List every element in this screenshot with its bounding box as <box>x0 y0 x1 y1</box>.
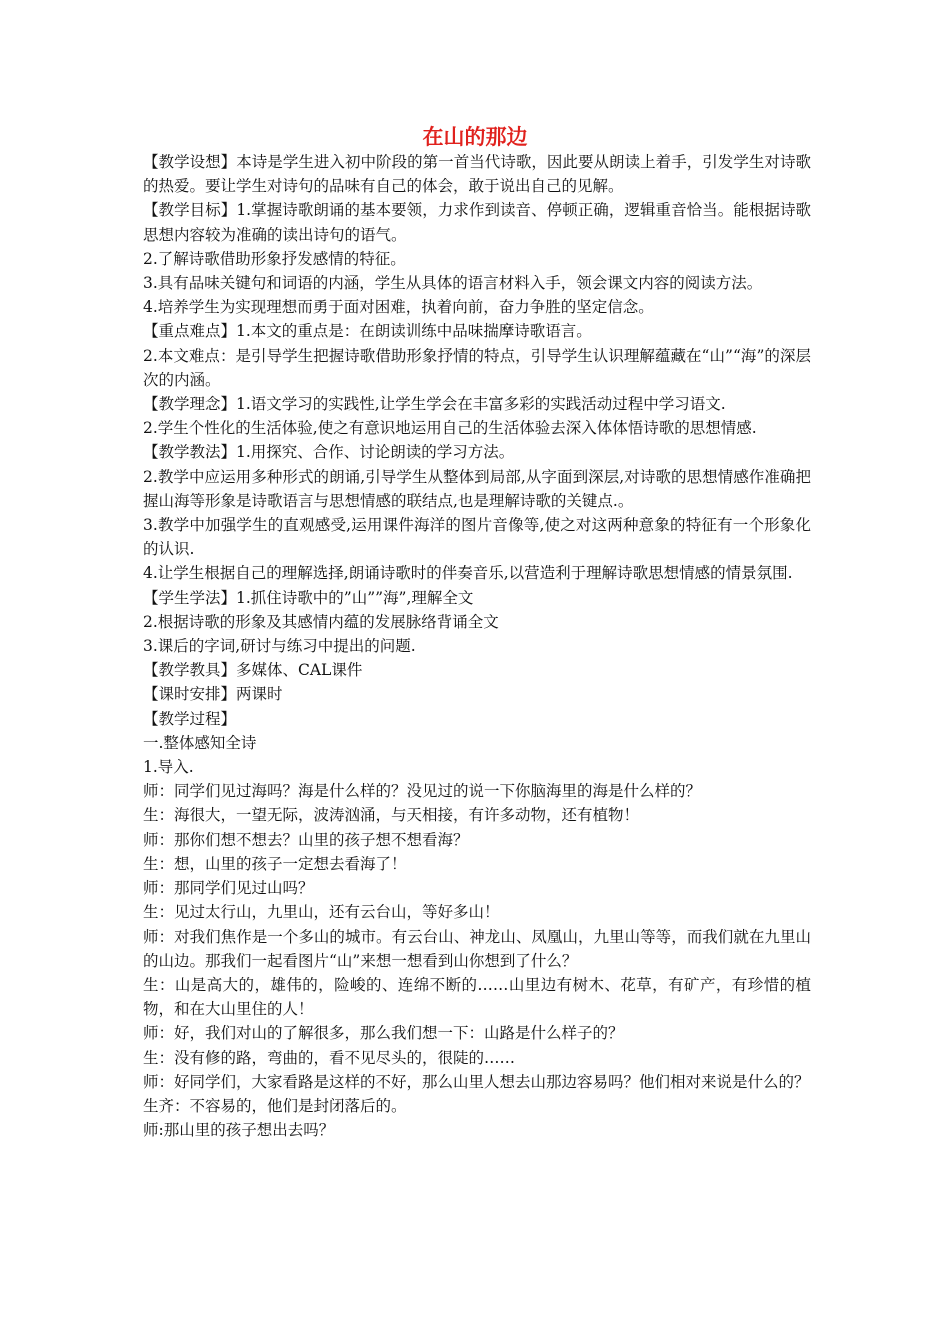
paragraph: 1.导入. <box>143 758 194 777</box>
paragraph: 【课时安排】两课时 <box>143 685 283 704</box>
paragraph: 【教学目标】1.掌握诗歌朗诵的基本要领，力求作到读音、停顿正确，逻辑重音恰当。能根据诗歌思想内容较为准确的读出诗句的语气。 <box>143 201 811 244</box>
document-body <box>143 150 811 1142</box>
paragraph: 【学生学法】1.抓住诗歌中的”山””海”,理解全文 <box>143 588 474 607</box>
paragraph: 师：那同学们见过山吗？ <box>143 879 314 898</box>
paragraph: 师：好，我们对山的了解很多，那么我们想一下：山路是什么样子的？ <box>143 1024 624 1043</box>
paragraph: 一.整体感知全诗 <box>143 733 257 752</box>
paragraph: 3.课后的字词,研讨与练习中提出的问题. <box>143 637 416 656</box>
paragraph: 生：没有修的路，弯曲的，看不见尽头的，很陡的…… <box>143 1048 516 1067</box>
paragraph: 生：海很大，一望无际，波涛汹涌，与天相接，有许多动物，还有植物！ <box>143 806 640 825</box>
paragraph: 2.根据诗歌的形象及其感情内蕴的发展脉络背诵全文 <box>143 612 499 631</box>
paragraph: 4.培养学生为实现理想而勇于面对困难，执着向前，奋力争胜的坚定信念。 <box>143 298 654 317</box>
paragraph: 3.具有品味关键句和词语的内涵，学生从具体的语言材料入手，领会课文内容的阅读方法。 <box>143 274 763 293</box>
paragraph: 【重点难点】1.本文的重点是：在朗读训练中品味揣摩诗歌语言。 <box>143 322 592 341</box>
paragraph: 2.本文难点：是引导学生把握诗歌借助形象抒情的特点，引导学生认识理解蕴藏在“山”“海”的深层次的内涵。 <box>143 346 811 389</box>
paragraph: 【教学理念】1.语文学习的实践性,让学生学会在丰富多彩的实践活动过程中学习语文. <box>143 395 726 414</box>
paragraph: 【教学教具】多媒体、CAL课件 <box>143 661 363 680</box>
paragraph: 【教学设想】本诗是学生进入初中阶段的第一首当代诗歌，因此要从朗读上着手，引发学生对诗歌的热爱。要让学生对诗句的品味有自己的体会，敢于说出自己的见解。 <box>143 153 811 196</box>
paragraph: 生：见过太行山，九里山，还有云台山，等好多山！ <box>143 903 500 922</box>
paragraph: 生：想，山里的孩子一定想去看海了！ <box>143 854 407 873</box>
paragraph: 2.教学中应运用多种形式的朗诵,引导学生从整体到局部,从字面到深层,对诗歌的思想情感作准确把握山海等形象是诗歌语言与思想情感的联结点,也是理解诗歌的关键点.。 <box>143 467 811 510</box>
paragraph: 2.学生个性化的生活体验,使之有意识地运用自己的生活体验去深入体体悟诗歌的思想情感. <box>143 419 757 438</box>
paragraph: 4.让学生根据自己的理解选择,朗诵诗歌时的伴奏音乐,以营造利于理解诗歌思想情感的情景氛围. <box>143 564 793 583</box>
paragraph: 【教学过程】 <box>143 709 237 728</box>
paragraph: 2.了解诗歌借助形象抒发感情的特征。 <box>143 249 406 268</box>
paragraph: 生：山是高大的，雄伟的，险峻的、连绵不断的……山里边有树木、花草，有矿产，有珍惜的植物，和在大山里住的人！ <box>143 975 811 1019</box>
paragraph: 师：对我们焦作是一个多山的城市。有云台山、神龙山、凤凰山，九里山等等，而我们就在九里山的山边。那我们一起看图片“山”来想一想看到山你想到了什么？ <box>143 927 811 970</box>
paragraph: 师：同学们见过海吗？海是什么样的？没见过的说一下你脑海里的海是什么样的？ <box>143 782 702 801</box>
paragraph: 【教学教法】1.用探究、合作、讨论朗读的学习方法。 <box>143 443 515 462</box>
paragraph: 3.教学中加强学生的直观感受,运用课件海洋的图片音像等,使之对这两种意象的特征有一个形象化的认识. <box>143 516 811 559</box>
paragraph: 生齐：不容易的，他们是封闭落后的。 <box>143 1096 407 1115</box>
paragraph: 师:那山里的孩子想出去吗？ <box>143 1121 335 1140</box>
document-title: 在山的那边 <box>422 125 528 149</box>
paragraph: 师：好同学们，大家看路是这样的不好，那么山里人想去山那边容易吗？他们相对来说是什么的？ <box>143 1072 810 1091</box>
paragraph: 师：那你们想不想去？山里的孩子想不想看海？ <box>143 830 469 849</box>
